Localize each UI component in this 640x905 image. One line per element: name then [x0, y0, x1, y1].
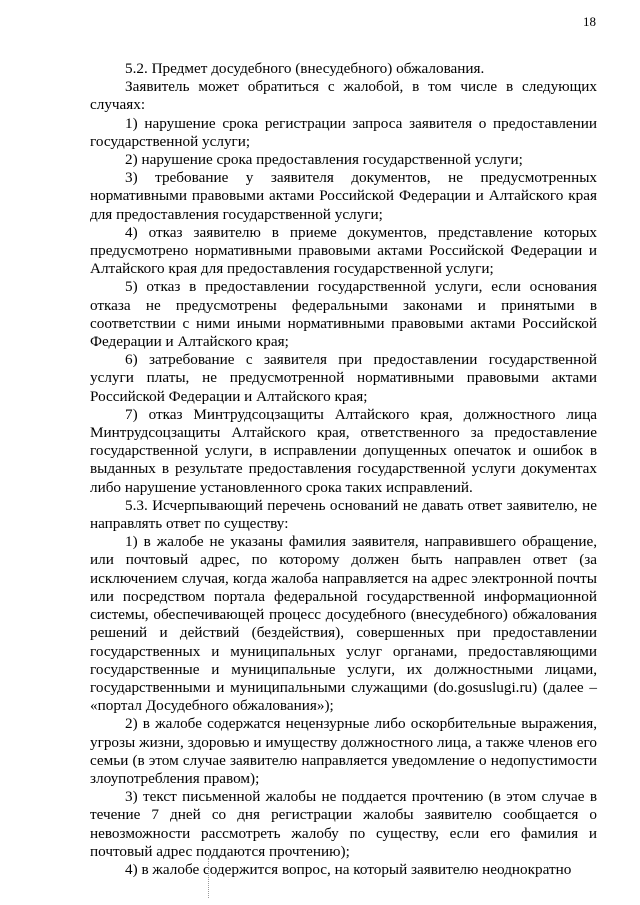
list-item: 1) нарушение срока регистрации запроса заявителя о предоставлении государственной услуги;	[90, 114, 597, 150]
list-item: 3) текст письменной жалобы не поддается прочтению (в этом случае в течение 7 дней со дня регистрации жалобы заявителю сообщается о невозможности рассмотреть жалобу по существу, если его фамилия и почтовый адрес поддаются прочтению);	[90, 788, 597, 860]
section-heading-5-3: 5.3. Исчерпывающий перечень оснований не давать ответ заявителю, не направлять ответ по существу:	[90, 496, 597, 533]
list-item: 5) отказ в предоставлении государственной услуги, если основания отказа не предусмотрены федеральными законами и принятыми в соответствии с ними иными нормативными правовыми актами Российской Федерации и Алтайского края;	[90, 278, 597, 351]
document-body	[90, 60, 597, 879]
list-item: 7) отказ Минтрудсоцзащиты Алтайского края, должностного лица Минтрудсоцзащиты Алтайского края, ответственного за предоставление государственной услуги, в исправлении допущенных опечаток и ошибок в выданных в результате предоставления государственной услуги документах либо нарушение установленного срока таких исправлений.	[90, 405, 597, 496]
scan-artifact	[208, 858, 210, 898]
list-item: 2) в жалобе содержатся нецензурные либо оскорбительные выражения, угрозы жизни, здоровью и имуществу должностного лица, а также членов его семьи (в этом случае заявителю направляется уведомление о недопустимости злоупотребления правом);	[90, 715, 597, 787]
list-item: 1) в жалобе не указаны фамилия заявителя, направившего обращение, или почтовый адрес, по которому должен быть направлен ответ (за исключением случая, когда жалоба направляется на адрес электронной почты или посредством портала федеральной государственной информационной системы, обеспечивающей процесс досудебного (внесудебного) обжалования решений и действий (бездействия), совершенных при предоставлении государственных и муниципальных услуг органами, предоставляющими государственные и муниципальные услуги, их должностными лицами, государственными и муниципальными служащими (do.gosuslugi.ru) (далее – «портал Досудебного обжалования»);	[90, 533, 597, 715]
list-item: 2) нарушение срока предоставления государственной услуги;	[125, 151, 523, 169]
section-heading-5-2: 5.2. Предмет досудебного (внесудебного) обжалования.	[125, 60, 485, 77]
list-item: 4) в жалобе содержится вопрос, на который заявителю неоднократно	[125, 860, 572, 878]
list-item: 6) затребование с заявителя при предоставлении государственной услуги платы, не предусмотренной нормативными правовыми актами Российской Федерации и Алтайского края;	[90, 351, 597, 405]
list-item: 4) отказ заявителю в приеме документов, представление которых предусмотрено нормативными правовыми актами Российской Федерации и Алтайского края для предоставления государственной услуги;	[90, 223, 597, 278]
paragraph-intro: Заявитель может обратиться с жалобой, в том числе в следующих случаях:	[90, 78, 597, 114]
page-number: 18	[583, 14, 596, 29]
list-item: 3) требование у заявителя документов, не предусмотренных нормативными правовыми актами Российской Федерации и Алтайского края для предоставления государственной услуги;	[90, 169, 597, 223]
